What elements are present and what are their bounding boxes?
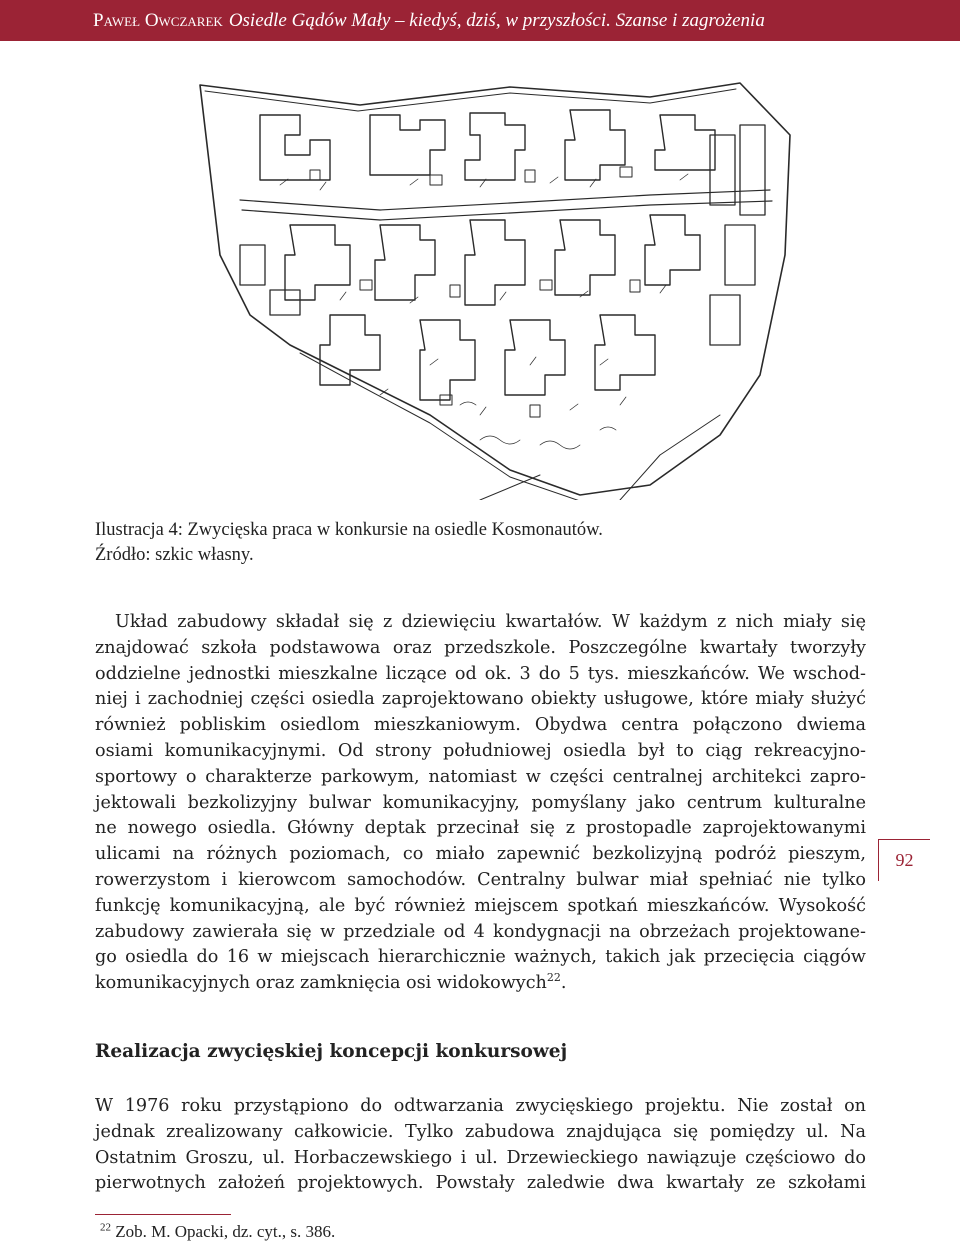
text-line: ne nowego osiedla. Główny deptak przecinał się z prostopadle zaprojektowanymi xyxy=(95,818,866,839)
text-line: oddzielne jednostki mieszkalne liczące od ok. 3 do 5 tys. mieszkańców. We wschod- xyxy=(95,663,866,684)
sentence-end: . xyxy=(560,973,567,994)
footnote xyxy=(100,1222,335,1242)
text-line: Ostatnim Groszu, ul. Horbaczewskiego i ul. Drzewieckiego nawiązuje częściowo do xyxy=(95,1147,866,1168)
header-title: Osiedle Gądów Mały – kiedyś, dziś, w przyszłości. Szanse i zagrożenia xyxy=(228,9,765,31)
text-line: osiami komunikacyjnymi. Od strony południowej osiedla był to ciąg rekreacyjno- xyxy=(95,740,866,761)
text-line: jektowali bezkolizyjny bulwar komunikacyjny, pomyślany jako centrum kulturalne xyxy=(95,792,866,813)
text-line: niej i zachodniej części osiedla zaprojektowano obiekty usługowe, które miały służyć xyxy=(95,689,866,710)
text-line: jednak zrealizowany całkowicie. Tylko zabudowa znajdująca się pomiędzy ul. Na xyxy=(95,1121,866,1142)
header-author: Paweł Owczarek xyxy=(93,9,223,31)
text-line: Układ zabudowy składał się z dziewięciu kwartałów. W każdym z nich miały się xyxy=(115,612,866,632)
caption-line: Ilustracja 4: Zwycięska praca w konkursie na osiedle Kosmonautów. xyxy=(95,520,603,540)
text-line: zabudowy zawierała się w przedziale od 4 kondygnacji na obrzeżach projektowane- xyxy=(95,921,866,942)
footnote-divider xyxy=(95,1214,231,1215)
caption-source: Źródło: szkic własny. xyxy=(95,545,254,565)
page-number: 92 xyxy=(878,839,930,881)
text-line: ulicami na różnych poziomach, co miało zapewnić bezkolizyjną podróż pieszym, xyxy=(95,844,866,865)
site-plan-sketch xyxy=(180,75,805,500)
figure-caption xyxy=(95,518,795,568)
text-line: W 1976 roku przystąpiono do odtwarzania zwycięskiego projektu. Nie został on xyxy=(95,1096,866,1116)
text-line: sportowy o charakterze parkowym, natomiast w części centralnej architekci zapro- xyxy=(95,766,866,787)
footnote-number: 22 xyxy=(100,1221,111,1234)
text-line: pierwotnych założeń projektowych. Powstały zaledwie dwa kwartały ze szkołami xyxy=(95,1173,866,1194)
text-line: rowerzystom i kierowcom samochodów. Centralny bulwar miał spełniać nie tylko xyxy=(95,869,866,890)
footnote-text: Zob. M. Opacki, dz. cyt., s. 386. xyxy=(115,1222,336,1241)
text-line: funkcję komunikacyjną, ale być również miejscem spotkań mieszkańców. Wysokość xyxy=(95,895,866,916)
text-line xyxy=(95,971,866,997)
paragraph-2 xyxy=(95,1094,866,1197)
text-line: również pobliskim osiedlom mieszkaniowym. Obydwa centra połączono dwiema xyxy=(95,715,866,736)
text-line: go osiedla do 16 w miejscach hierarchicznie ważnych, takich jak przecięcia ciągów xyxy=(95,947,866,968)
paragraph-1 xyxy=(95,610,866,997)
text-line: znajdować szkoła podstawowa oraz przedszkole. Poszczególne kwartały tworzyły xyxy=(95,637,866,658)
section-heading: Realizacja zwycięskiej koncepcji konkursowej xyxy=(95,1041,568,1062)
running-header xyxy=(0,0,960,41)
footnote-reference[interactable]: 22 xyxy=(546,971,561,985)
text-line-content: komunikacyjnych oraz zamknięcia osi widokowych xyxy=(95,973,547,994)
